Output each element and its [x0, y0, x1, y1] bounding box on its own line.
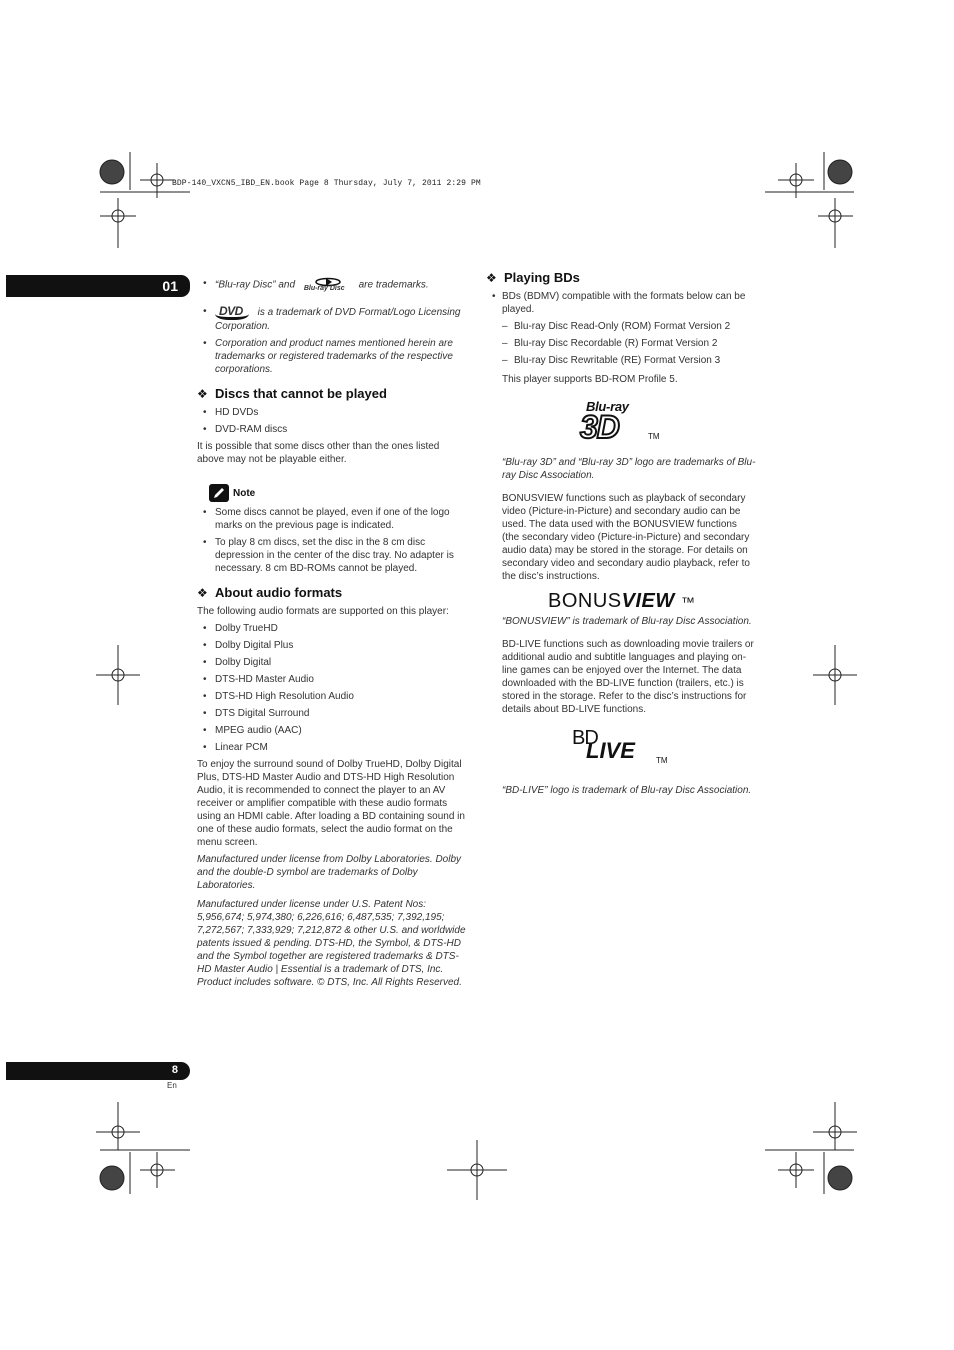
unplayable-discs-list	[197, 406, 469, 436]
chapter-number: 01	[162, 278, 178, 294]
list-item: • DTS-HD High Resolution Audio	[197, 690, 469, 703]
list-item: • HD DVDs	[197, 406, 469, 419]
bluray-trademark-item: • “Blu-ray Disc” and Blu-ray Disc are trademarks.	[197, 277, 469, 297]
chapter-tab	[6, 275, 190, 297]
dolby-license: Manufactured under license from Dolby Laboratories. Dolby and the double-D symbol are trademarks of Dolby Laboratories.	[197, 854, 462, 891]
bonusview-logo: BONUSVIEW ™	[548, 590, 696, 612]
left-column	[197, 277, 469, 993]
dvd-logo: DVD	[215, 305, 249, 320]
list-item: • Linear PCM	[197, 741, 469, 754]
note-list	[197, 506, 469, 575]
supported-formats-list	[502, 320, 756, 367]
bonusview-paragraph: BONUSVIEW functions such as playback of secondary video (Picture-in-Picture) and secondary audio can be used. The data used with the BONUSVIEW functions (the secondary video (Picture-in-Picture) and secondary audio data) may be stored in the storage. For details on secondary video and secondary audio playback, refer to the disc’s instructions.	[502, 493, 750, 582]
list-item: • Dolby TrueHD	[197, 622, 469, 635]
list-item: – Blu-ray Disc Recordable (R) Format Version 2	[502, 337, 756, 350]
discs-section-heading: ❖ Discs that cannot be played	[197, 386, 387, 401]
list-item: – Blu-ray Disc Rewritable (RE) Format Version 3	[502, 354, 756, 367]
list-item: • DTS-HD Master Audio	[197, 673, 469, 686]
print-header: BDP-140_VXCN5_IBD_EN.book Page 8 Thursday, July 7, 2011 2:29 PM	[172, 179, 481, 188]
dts-license: Manufactured under license under U.S. Patent Nos: 5,956,674; 5,974,380; 6,226,616; 6,487,535; 7,392,195; 7,272,567; 7,333,929; 7,212,872 & other U.S. and worldwide patents issued & pending. DTS-HD, the Symbol, & DTS-HD and the Symbol together are registered trademarks & DTS-HD Master Audio | Essential is a trademark of DTS, Inc. Product includes software. © DTS, Inc. All Rights Reserved.	[197, 899, 466, 988]
diamond-icon: ❖	[197, 586, 208, 600]
audio-section-heading: ❖ About audio formats	[197, 585, 343, 600]
diamond-icon: ❖	[486, 271, 497, 285]
list-item: – Blu-ray Disc Read-Only (ROM) Format Version 2	[502, 320, 756, 333]
bonusview-caption: “BONUSVIEW” is trademark of Blu-ray Disc Association.	[502, 616, 752, 627]
profile-text: This player supports BD-ROM Profile 5.	[502, 374, 678, 385]
audio-paragraph: To enjoy the surround sound of Dolby TrueHD, Dolby Digital Plus, DTS-HD Master Audio and DTS-HD High Resolution Audio, it is recommended to connect the player to an AV receiver or amplifier compatible with these audio formats using an HDMI cable. After loading a BD containing sound in one of these audio formats, select the audio format on the menu screen.	[197, 759, 465, 848]
list-item: • Dolby Digital	[197, 656, 469, 669]
page-number-tab	[6, 1062, 190, 1080]
playing-section-heading: ❖ Playing BDs	[486, 270, 580, 285]
bdlive-logo: BD LIVE TM	[572, 727, 668, 765]
bdlive-caption: “BD-LIVE” logo is trademark of Blu-ray Disc Association.	[502, 785, 752, 796]
bluray-disc-logo: Blu-ray Disc	[302, 277, 354, 293]
right-column	[486, 266, 756, 801]
pencil-note-icon	[209, 484, 229, 502]
audio-formats-list	[197, 622, 469, 754]
dvd-trademark-item: • DVD is a trademark of DVD Format/Logo Licensing Corporation.	[197, 305, 469, 333]
list-item: • To play 8 cm discs, set the disc in the 8 cm disc depression in the center of the disc tray. No adapter is necessary. 8 cm BD-ROMs cannot be played.	[197, 536, 469, 575]
language-label: En	[167, 1081, 177, 1090]
list-item: • Dolby Digital Plus	[197, 639, 469, 652]
note-header: Note	[209, 484, 469, 502]
page-number: 8	[171, 1064, 178, 1076]
discs-paragraph: It is possible that some discs other than the ones listed above may not be playable either.	[197, 441, 440, 465]
diamond-icon: ❖	[197, 387, 208, 401]
list-item: • Some discs cannot be played, even if one of the logo marks on the previous page is indicated.	[197, 506, 469, 532]
list-item: • MPEG audio (AAC)	[197, 724, 469, 737]
list-item: • DVD-RAM discs	[197, 423, 469, 436]
bluray-3d-caption: “Blu-ray 3D” and “Blu-ray 3D” logo are trademarks of Blu-ray Disc Association.	[502, 457, 756, 481]
corporation-trademark-item: • Corporation and product names mentioned herein are trademarks or registered trademarks of the respective corporations.	[197, 337, 469, 376]
list-item: • BDs (BDMV) compatible with the formats below can be played.	[486, 290, 756, 316]
bdlive-paragraph: BD-LIVE functions such as downloading movie trailers or additional audio and subtitle languages and playing on-line games can be enjoyed over the Internet. The data downloaded with the BD-LIVE function (trailers, etc.) is stored in the storage. Refer to the disc’s instructions for details about BD-LIVE functions.	[502, 639, 754, 715]
bluray-3d-logo: Blu-ray 3D TM	[580, 399, 660, 445]
audio-intro: The following audio formats are supported on this player:	[197, 606, 449, 617]
list-item: • DTS Digital Surround	[197, 707, 469, 720]
playing-list	[486, 290, 756, 316]
